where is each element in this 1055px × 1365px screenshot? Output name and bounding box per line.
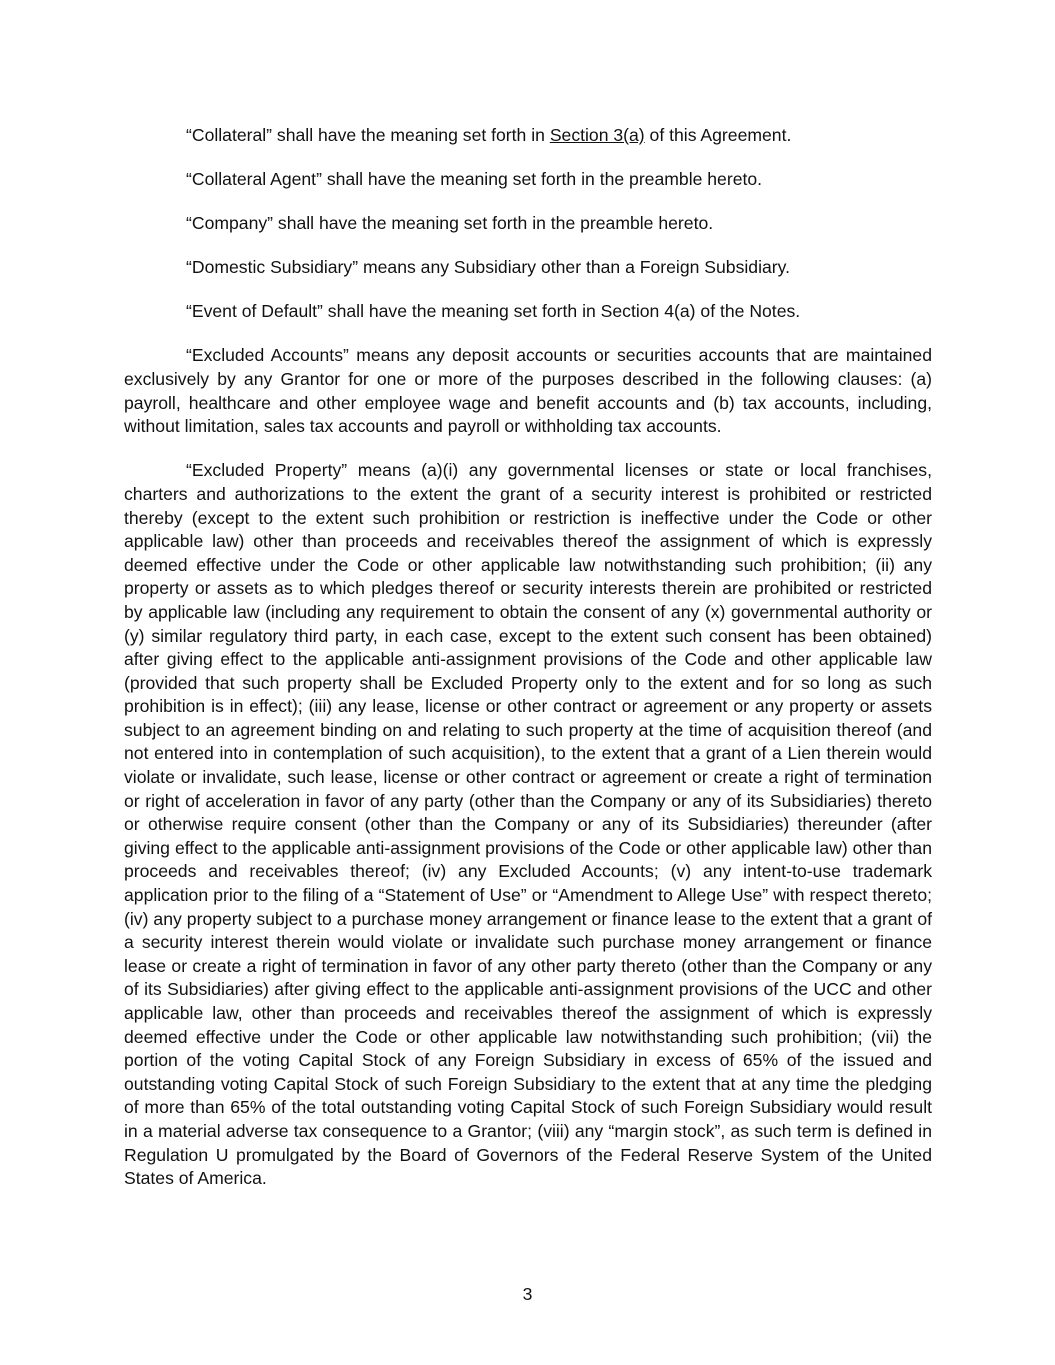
defined-term: “Event of Default” (186, 301, 323, 322)
document-page (124, 124, 932, 1211)
defined-term: “Domestic Subsidiary” (186, 257, 359, 278)
definition-domestic-subsidiary (124, 256, 932, 280)
definition-collateral (124, 124, 932, 148)
defined-term: “Company” (186, 213, 274, 234)
defined-term: “Collateral” (186, 125, 273, 145)
definition-collateral-agent (124, 168, 932, 192)
defined-term: “Collateral Agent” (186, 169, 322, 190)
section-reference-link: Section 3(a) (549, 125, 645, 145)
definition-text: shall have the meaning set forth in Section 4(a) of the Notes. (322, 301, 801, 322)
page-number: 3 (522, 1284, 533, 1304)
definition-text: means (a)(i) any governmental licenses or state or local franchises, charters and authorizations to the extent the grant of a security interest is prohibited or restricted thereby (except to the extent such prohibition or restriction is ineffective under the Code or other applicable law) other than proceeds and receivables thereof the assignment of which is expressly deemed effective under the Code or other applicable law notwithstanding such prohibition; (ii) any property or assets as to which pledges thereof or security interests therein are prohibited or restricted by applicable law (including any requirement to obtain the consent of any (x) governmental authority or (y) similar regulatory third party, in each case, except to the extent such consent has been obtained) after giving effect to the applicable anti-assignment provisions of the Code and other applicable law (provided that such property shall be Excluded Property only to the extent and for so long as such prohibition is in effect); (iii) any lease, license or other contract or agreement or any property or assets subject to an agreement binding on and relating to such property at the time of acquisition thereof (and not entered into in contemplation of such acquisition), to the extent that a grant of a Lien therein would violate or invalidate, such lease, license or other contract or agreement or create a right of termination or right of acceleration in favor of any party (other than the Company or any of its Subsidiaries) thereto or otherwise require consent (other than the Company or any of its Subsidiaries) thereunder (after giving effect to the applicable anti-assignment provisions of the Code or other applicable law) other than proceeds and receivables thereof; (iv) any Excluded Accounts; (v) any intent-to-use trademark application prior to the filing of a “Statement of Use” or “Amendment to Allege Use” with respect thereto; (iv) any property subject to a purchase money arrangement or finance lease to the extent that a grant of a security interest therein would violate or invalidate such purchase money arrangement or finance lease or create a right of termination in favor of any other party thereto (other than the Company or any of its Subsidiaries) after giving effect to the applicable anti-assignment provisions of the UCC and other applicable law, other than proceeds and receivables thereof the assignment of which is expressly deemed effective under the Code or other applicable law notwithstanding such prohibition; (vii) the portion of the voting Capital Stock of any Foreign Subsidiary in excess of 65% of the issued and outstanding voting Capital Stock of such Foreign Subsidiary to the extent that at any time the pledging of more than 65% of the total outstanding voting Capital Stock of such Foreign Subsidiary would result in a material adverse tax consequence to a Grantor; (viii) any “margin stock”, as such term is defined in Regulation U promulgated by the Board of Governors of the Federal Reserve System of the United States of America. (124, 460, 932, 1189)
definition-company (124, 212, 932, 236)
definition-text: means any Subsidiary other than a Foreign Subsidiary. (358, 257, 791, 278)
defined-term: “Excluded Accounts” (186, 345, 349, 366)
definition-excluded-accounts (124, 344, 932, 438)
definition-excluded-property (124, 459, 932, 1190)
defined-term: “Excluded Property” (186, 460, 348, 481)
definition-text: shall have the meaning set forth in (272, 125, 550, 145)
definition-text: shall have the meaning set forth in the preamble hereto. (273, 213, 714, 234)
definition-text: shall have the meaning set forth in the preamble hereto. (321, 169, 763, 190)
definition-event-of-default (124, 300, 932, 324)
definition-text: means any deposit accounts or securities accounts that are maintained exclusively by any Grantor for one or more of the purposes described in the following clauses: (a) payroll, healthcare and other employee wage and benefit accounts and (b) tax accounts, including, without limitation, sales tax accounts and payroll or withholding tax accounts. (124, 345, 932, 437)
definition-text: of this Agreement. (644, 125, 792, 145)
